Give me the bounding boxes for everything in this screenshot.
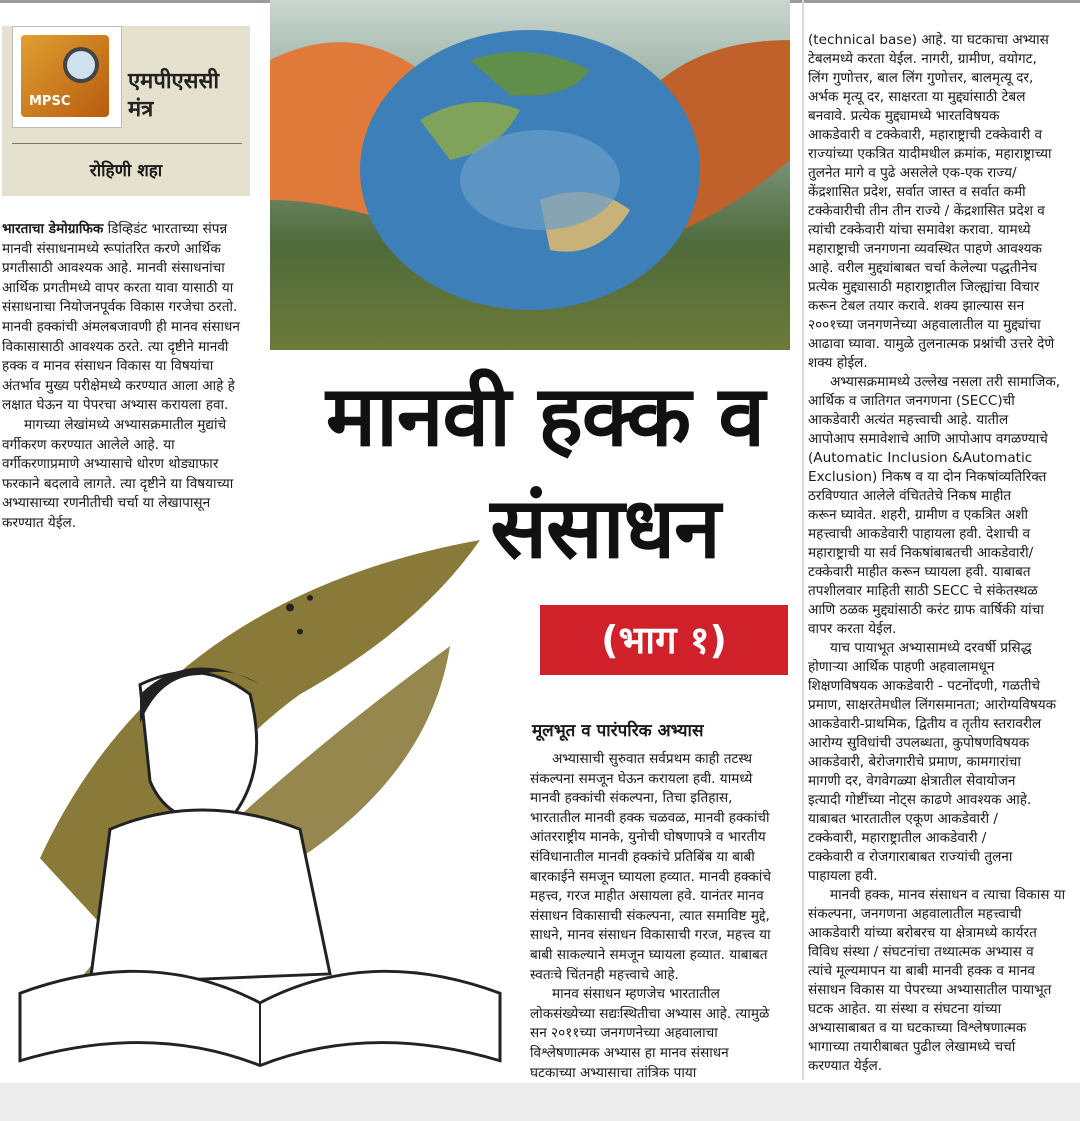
text-line: २००१च्या जनगणनेच्या अहवालातील या मुद्द्यांचा xyxy=(808,317,1041,333)
text-line: भारतातील मानवी हक्क चळवळ, मानवी हक्कांची xyxy=(530,809,770,826)
text-line: संकल्पना समजून घेऊन करायला हवी. यामध्ये xyxy=(530,770,753,787)
text-line: वापर करता येईल. xyxy=(808,621,897,637)
article-title-line-2: संसाधन xyxy=(490,479,720,577)
text-line: महाराष्ट्राची या सर्व निकषांबाबतची आकडेवारी/ xyxy=(808,545,1034,561)
text-line: मानव संसाधन म्हणजेच भारतातील xyxy=(552,986,720,1003)
text-line-rest: डिव्हिडंट भारताच्या संपन्न xyxy=(103,221,228,237)
text-line: अभ्यासाबाबत व या घटकाच्या विश्लेषणात्मक xyxy=(808,1020,1027,1036)
text-line: आकडेवारी अत्यंत महत्त्वाची आहे. यातील xyxy=(808,412,1009,428)
text-line: (Automatic Inclusion &Automatic xyxy=(808,450,1033,466)
text-line: घटक आहेत. या संस्था व संघटना यांच्या xyxy=(808,1001,1002,1017)
text-line: आर्थिक प्रगतीमध्ये वापर करता यावा यासाठी या xyxy=(2,279,234,296)
text-line: टक्केवारी, महाराष्ट्रातील आकडेवारी / xyxy=(808,830,987,846)
text-line: आकडेवारी व टक्केवारी, महाराष्ट्राची टक्केवारी व xyxy=(808,127,1043,143)
text-line: याच पायाभूत अभ्यासामध्ये दरवर्षी प्रसिद्ध xyxy=(830,640,1032,656)
text-line: मागच्या लेखांमध्ये अभ्यासक्रमातील मुद्यांचे xyxy=(24,416,227,433)
text-line: वर्गीकरणाप्रमाणे अभ्यासाचे धोरण थोड्याफार xyxy=(2,456,219,473)
text-line: राज्यांच्या एकत्रित यादीमधील क्रमांक, महाराष्ट्राच्या xyxy=(808,146,1052,162)
text-line: तपशीलवार माहिती साठी SECC चे संकेतस्थळ xyxy=(808,583,1038,599)
text-line: मानवी संसाधनामध्ये रूपांतरित करणे आर्थिक xyxy=(2,240,221,257)
column-title: एमपीएससी मंत्र xyxy=(128,69,220,122)
text-line: बाबी साकल्याने समजून घ्यायला हव्यात. याबाबत xyxy=(530,946,768,963)
text-line: भागाच्या तयारीबाबत पुढील लेखामध्ये चर्चा xyxy=(808,1039,1016,1055)
text-line: याबाबत भारतातील एकूण आकडेवारी / xyxy=(808,811,999,827)
text-line: प्रगतीसाठी आवश्यक आहे. मानवी संसाधनांचा xyxy=(2,260,225,277)
text-line: (technical base) आहे. या घटकाचा अभ्यास xyxy=(808,32,1049,48)
text-line: पाहायला हवी. xyxy=(808,868,878,884)
text-line: मानवी हक्कांची संकल्पना, तिचा इतिहास, xyxy=(530,790,733,807)
text-line: अभ्यासाची सुरुवात सर्वप्रथम काही तटस्थ xyxy=(552,751,753,767)
text-line: आहे. वरील मुद्द्यांबाबत चर्चा केलेल्या पद्धतीनेच xyxy=(808,260,1038,276)
text-line: स्वतःचे चिंतनही महत्त्वाचे आहे. xyxy=(530,966,679,983)
text-line: महाराष्ट्राची जनगणना व्यवस्थित पाहणे आवश्यक xyxy=(808,241,1042,257)
author-name: रोहिणी शहा xyxy=(89,161,163,181)
column-divider xyxy=(802,0,804,1080)
article-title-line-1: मानवी हक्क व xyxy=(325,367,765,465)
text-line: हक्क व मानव संसाधन विकास या विषयांचा xyxy=(2,358,214,375)
logo-text: MPSC xyxy=(29,94,71,109)
text-line: प्रमाण, साक्षरतेमधील लिंगसमानता; आरोग्यविषयक xyxy=(808,697,1057,713)
boy-reading-drawing xyxy=(0,540,530,1080)
text-line: इत्यादी गोष्टींच्या नोट्स काढणे आवश्यक आहे. xyxy=(808,792,1032,808)
header-divider xyxy=(12,143,242,144)
text-line: संविधानातील मानवी हक्कांचे प्रतिबिंब या बाबी xyxy=(530,848,755,865)
text-line: अर्भक मृत्यू दर, साक्षरता या मुद्द्यांसाठी टेबल xyxy=(808,89,1026,105)
text-line: मानवी हक्कांची अंमलबजावणी ही मानव संसाधन xyxy=(2,318,240,335)
text-line: करण्यात येईल. xyxy=(2,514,77,531)
text-line: आकडेवारी यांच्या बरोबरच या क्षेत्रामध्ये कार्यरत xyxy=(808,925,1037,941)
text-line: संकल्पना, जनगणना अहवालातील महत्त्वाची xyxy=(808,906,1022,922)
part-label: (भाग १) xyxy=(540,605,788,675)
text-line: विकासासाठी आवश्यक ठरते. त्या दृष्टीने मानवी xyxy=(2,338,229,355)
text-line: Exclusion) निकष व या दोन निकषांव्यतिरिक्त xyxy=(808,469,1047,485)
mpsc-logo xyxy=(12,26,122,128)
hands-globe-photo xyxy=(270,0,790,350)
text-line: शक्य होईल. xyxy=(808,355,868,371)
text-line: महत्त्वाची आकडेवारी पाहायला हवी. देशाची व xyxy=(808,526,1031,542)
text-line: आकडेवारी, बेरोजगारीचे प्रमाण, कामगारांचा xyxy=(808,754,1021,770)
text-line: आरोग्य सुविधांची उपलब्धता, कुपोषणविषयक xyxy=(808,735,1030,751)
right-column-text xyxy=(808,31,1076,1076)
text-line: वर्गीकरण करण्यात आलेले आहे. या xyxy=(2,436,175,453)
text-line: सन २०११च्या जनगणनेच्या अहवालाचा xyxy=(530,1025,718,1042)
text-line: होणाऱ्या आर्थिक पाहणी अहवालामधून xyxy=(808,659,995,675)
text-line: आर्थिक व जातिगत जनगणना (SECC)ची xyxy=(808,393,1015,409)
text-line: संसाधन विकास या पेपरच्या अभ्यासातील पायाभूत xyxy=(808,982,1052,998)
text-line: केंद्रशासित प्रदेश, सर्वात जास्त व सर्वात कमी xyxy=(808,184,1026,200)
text-line: अंतर्भाव मुख्य परीक्षेमध्ये करण्यात आला आहे हे xyxy=(2,377,235,394)
text-line: अभ्यासाच्या रणनीतीची चर्चा या लेखापासून xyxy=(2,495,211,512)
text-line: लक्षात घेऊन या पेपरचा अभ्यास करायला हवा. xyxy=(2,397,229,414)
text-line: घटकाच्या अभ्यासाचा तांत्रिक पाया xyxy=(530,1064,697,1081)
text-line: विविध संस्था / संघटनांचा तथ्यात्मक अभ्यास व xyxy=(808,944,1034,960)
text-line: संसाधन विकासाची संकल्पना, त्यात समाविष्ट मुद्दे, xyxy=(530,907,770,924)
text-line: करून टेबल तयार करावे. शक्य झाल्यास सन xyxy=(808,298,1025,314)
text-line: महत्त्व, गरज माहीत असायला हवे. यानंतर मानव xyxy=(530,888,764,905)
section-subheading: मूलभूत व पारंपरिक अभ्यास xyxy=(532,721,704,741)
text-line: विश्लेषणात्मक अभ्यास हा मानव संसाधन xyxy=(530,1044,729,1061)
text-line: करून घ्यावेत. शहरी, ग्रामीण व एकत्रित अशी xyxy=(808,507,1028,523)
bottom-margin xyxy=(0,1083,1080,1121)
text-line: प्रत्येक मुद्द्यासाठी महाराष्ट्रातील जिल्ह्यांचा विचार xyxy=(808,279,1040,295)
text-line: तुलनेत मागे व पुढे असलेले एक-एक राज्य/ xyxy=(808,165,1017,181)
text-line: टक्केवारी माहीत करून घ्यायला हवी. याबाबत xyxy=(808,564,1031,580)
text-line: मानवी हक्क, मानव संसाधन व त्याचा विकास या xyxy=(830,887,1066,903)
text-line: फरकाने बदलावे लागते. त्या दृष्टीने या विषयाच्या xyxy=(2,475,234,492)
text-line: मागणी दर, वेगवेगळ्या क्षेत्रातील सेवायोजन xyxy=(808,773,1016,789)
text-line: आढावा घ्यावा. यामुळे तुलनात्मक प्रश्नांची उत्तरे देणे xyxy=(808,336,1055,352)
text-line: बनवावे. प्रत्येक मुद्द्यामध्ये भारतविषयक xyxy=(808,108,1000,124)
text-line: टेबलमध्ये करता येईल. नागरी, ग्रामीण, वयोगट, xyxy=(808,51,1037,67)
text-line: लोकसंख्येच्या सद्यःस्थितीचा अभ्यास आहे. त्यामुळे xyxy=(530,1005,770,1022)
text-line: लिंग गुणोत्तर, बाल लिंग गुणोत्तर, बालमृत्यू दर, xyxy=(808,70,1034,86)
text-line xyxy=(2,220,252,240)
text-line: ठरविण्यात आलेले वंचिततेचे निकष माहीत xyxy=(808,488,1012,504)
text-line: आकडेवारी-प्राथमिक, द्वितीय व तृतीय स्तरावरील xyxy=(808,716,1042,732)
text-line: अभ्यासक्रमामध्ये उल्लेख नसला तरी सामाजिक, xyxy=(830,374,1061,390)
text-line: शिक्षणविषयक आकडेवारी - पटनोंदणी, गळतीचे xyxy=(808,678,1040,694)
left-column-text xyxy=(2,220,252,534)
magnifier-icon xyxy=(63,47,99,83)
text-line: टक्केवारीची तीन तीन राज्ये / केंद्रशासित प्रदेश व xyxy=(808,203,1045,219)
text-line: संसाधनाचा नियोजनपूर्वक विकास गरजेचा ठरतो. xyxy=(2,299,238,316)
middle-column-text xyxy=(530,750,800,1083)
text-line: साधने, मानव संसाधन विकासाची गरज, महत्त्व या xyxy=(530,927,771,944)
article-title xyxy=(290,360,800,584)
text-line: आणि ठळक मुद्द्यांसाठी करंट ग्राफ वार्षिकी यांचा xyxy=(808,602,1044,618)
lead-bold-text: भारताचा डेमोग्राफिक xyxy=(2,221,104,237)
text-line: आंतरराष्ट्रीय मानके, युनोची घोषणापत्रे व भारतीय xyxy=(530,829,766,846)
text-line: करण्यात येईल. xyxy=(808,1058,883,1074)
text-line: त्यांचे मूल्यमापन या बाबी मानवी हक्क व मानव xyxy=(808,963,1035,979)
text-line: आपोआप समावेशाचे आणि आपोआप वगळण्याचे xyxy=(808,431,1048,447)
text-line: टक्केवारी व रोजगाराबाबत राज्यांची तुलना xyxy=(808,849,1013,865)
text-line: त्यांची टक्केवारी यांचा समावेश करावा. यामध्ये xyxy=(808,222,1031,238)
text-line: बारकाईने समजून घ्यायला हव्यात. मानवी हक्कांचे xyxy=(530,868,771,885)
book-icon xyxy=(21,35,109,117)
hands-globe-illustration xyxy=(270,0,790,350)
boy-studying-illustration xyxy=(0,540,530,1080)
